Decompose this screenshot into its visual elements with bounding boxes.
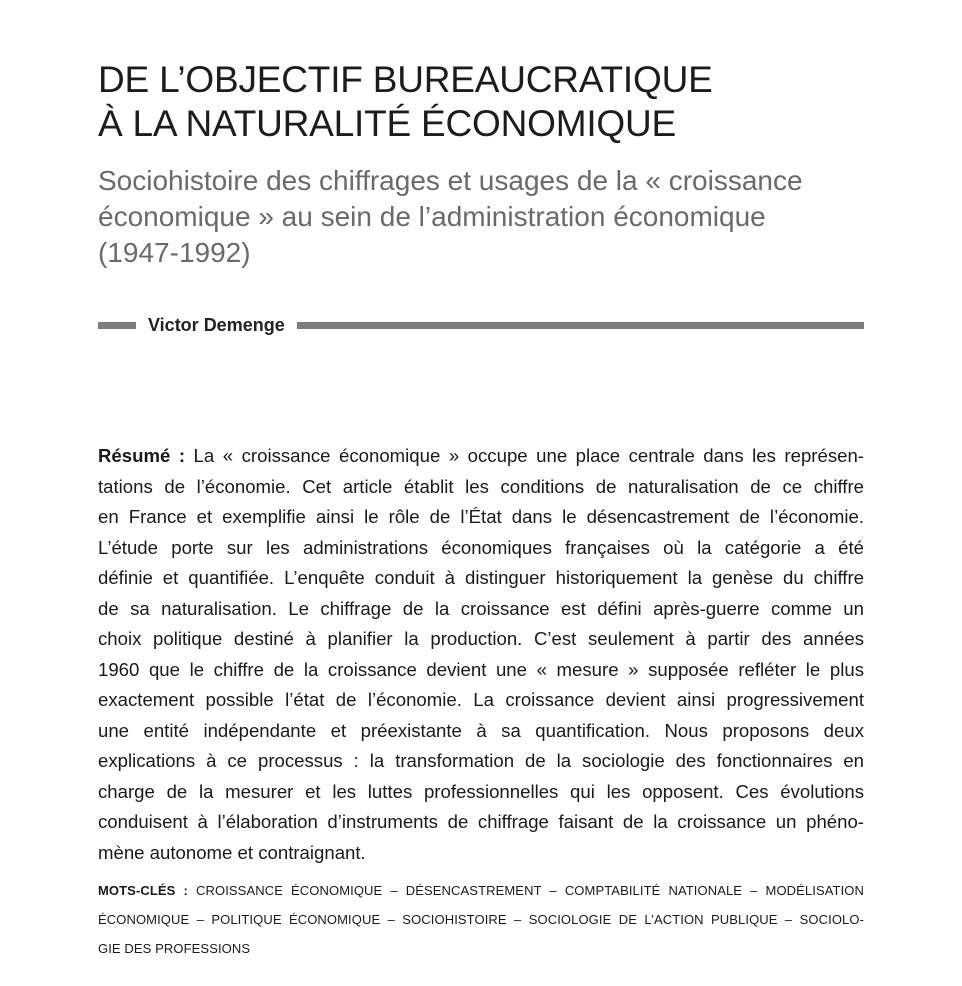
abstract-line: choix politique destiné à planifier la production. C’est seulement à partir des années (98, 628, 864, 649)
abstract-line: de sa naturalisation. Le chiffrage de la croissance est défini après-guerre comme un (98, 597, 864, 619)
keywords-line: ÉCONOMIQUE – POLITIQUE ÉCONOMIQUE – SOCIOHISTOIRE – SOCIOLOGIE DE L’ACTION PUBLIQUE – SOCIOLO- (98, 912, 864, 927)
title-line: DE L’OBJECTIF BUREAUCRATIQUE (98, 59, 713, 100)
abstract-line: exactement possible l’état de l’économie. La croissance devient ainsi progressivement (98, 689, 864, 710)
abstract-text: La « croissance économique » occupe une place centrale dans les représen- (185, 445, 864, 466)
abstract-line: en France et exemplifie ainsi le rôle de l’État dans le désencastrement de l’économie. (98, 506, 864, 527)
subtitle-line: (1947-1992) (98, 237, 251, 268)
keywords-text: CROISSANCE ÉCONOMIQUE – DÉSENCASTREMENT – COMPTABILITÉ NATIONALE – MODÉLISATION (187, 883, 865, 898)
abstract-line: une entité indépendante et préexistante à sa quantification. Nous proposons deux (98, 719, 864, 741)
article-title (98, 58, 864, 146)
abstract-line (98, 441, 864, 472)
article-subtitle (98, 163, 864, 271)
abstract-line: 1960 que le chiffre de la croissance devient une « mesure » supposée refléter le plus (98, 658, 864, 680)
abstract-line: charge de la mesurer et les luttes professionnelles qui les opposent. Ces évolutions (98, 780, 864, 802)
abstract-label: Résumé : (98, 445, 186, 466)
abstract-line: mène autonome et contraignant. (98, 841, 366, 863)
author-name: Victor Demenge (148, 314, 285, 335)
keywords-label: MOTS-CLÉS : (98, 883, 188, 898)
abstract-line: explications à ce processus : la transformation de la sociologie des fonctionnaires en (98, 750, 864, 771)
author-row (98, 311, 864, 339)
author-rule-right (297, 322, 864, 329)
abstract-line: tations de l’économie. Cet article établit les conditions de naturalisation de ce chiffre (98, 475, 864, 497)
subtitle-line: économique » au sein de l’administration économique (98, 201, 766, 232)
keywords-line (98, 876, 864, 905)
title-line: À LA NATURALITÉ ÉCONOMIQUE (98, 103, 677, 144)
abstract-line: conduisent à l’élaboration d’instruments de chiffrage faisant de la croissance un phéno- (98, 811, 864, 832)
abstract-line: définie et quantifiée. L’enquête conduit à distinguer historiquement la genèse du chiffre (98, 567, 864, 588)
author-rule-left (98, 322, 136, 329)
abstract-line: L’étude porte sur les administrations économiques françaises où la catégorie a été (98, 536, 864, 558)
keywords (98, 876, 864, 963)
subtitle-line: Sociohistoire des chiffrages et usages de la « croissance (98, 165, 803, 196)
abstract (98, 441, 864, 868)
keywords-line: GIE DES PROFESSIONS (98, 941, 251, 956)
